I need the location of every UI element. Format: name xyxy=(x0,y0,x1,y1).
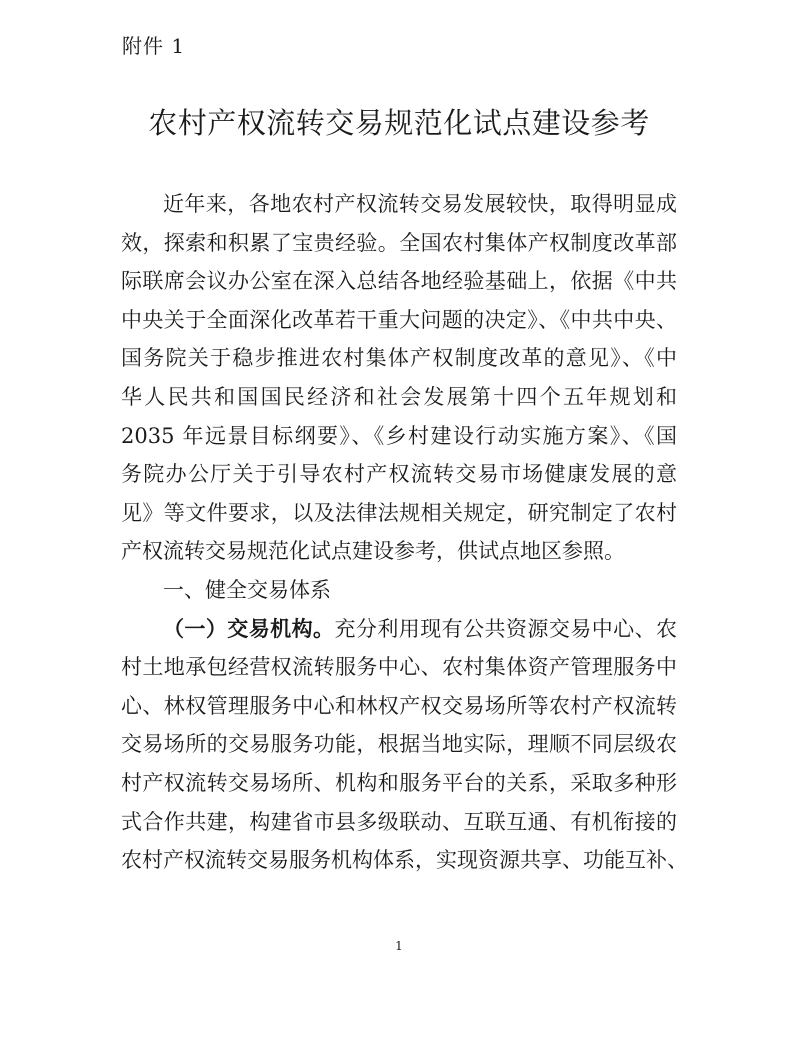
subsection-first-line xyxy=(121,610,677,649)
paragraph-line: 近年来，各地农村产权流转交易发展较快，取得明显成 xyxy=(163,192,677,216)
page-number: 1 xyxy=(395,939,403,953)
paragraph-line: 华人民共和国国民经济和社会发展第十四个五年规划和 xyxy=(121,384,677,409)
document-title: 农村产权流转交易规范化试点建设参考 xyxy=(148,106,650,140)
paragraph-line: 务院办公厅关于引导农村产权流转交易市场健康发展的意 xyxy=(121,462,677,487)
attachment-label: 附件 1 xyxy=(122,34,186,58)
paragraph-line: 见》等文件要求，以及法律法规相关规定，研究制定了农村 xyxy=(121,500,677,525)
paragraph-line: 农村产权流转交易服务机构体系，实现资源共享、功能互补、 xyxy=(121,848,688,873)
subsection-first-line-text: 充分利用现有公共资源交易中心、农 xyxy=(334,616,678,641)
paragraph-line: 村产权流转交易场所、机构和服务平台的关系，采取多种形 xyxy=(121,770,677,795)
paragraph-line: 国务院关于稳步推进农村集体产权制度改革的意见》、《中 xyxy=(121,346,677,371)
paragraph-line: 效，探索和积累了宝贵经验。全国农村集体产权制度改革部 xyxy=(121,230,677,255)
paragraph-line: 式合作共建，构建省市县多级联动、互联互通、有机衔接的 xyxy=(121,809,677,834)
paragraph-line: 2035 年远景目标纲要》、《乡村建设行动实施方案》、《国 xyxy=(121,423,677,448)
paragraph-line: 产权流转交易规范化试点建设参考，供试点地区参照。 xyxy=(121,539,625,564)
paragraph-line: 村土地承包经营权流转服务中心、农村集体资产管理服务中 xyxy=(121,655,677,680)
document-body xyxy=(121,185,688,880)
paragraph-line: 际联席会议办公室在深入总结各地经验基础上，依据《中共 xyxy=(121,269,677,294)
paragraph-line: 交易场所的交易服务功能，根据当地实际，理顺不同层级农 xyxy=(121,732,677,757)
paragraph-line: 心、林权管理服务中心和林权产权交易场所等农村产权流转 xyxy=(121,693,677,718)
section-heading: 一、健全交易体系 xyxy=(163,577,331,602)
paragraph-line: 中央关于全面深化改革若干重大问题的决定》、《中共中央、 xyxy=(121,307,677,332)
subsection-label: （一）交易机构。 xyxy=(163,615,335,641)
